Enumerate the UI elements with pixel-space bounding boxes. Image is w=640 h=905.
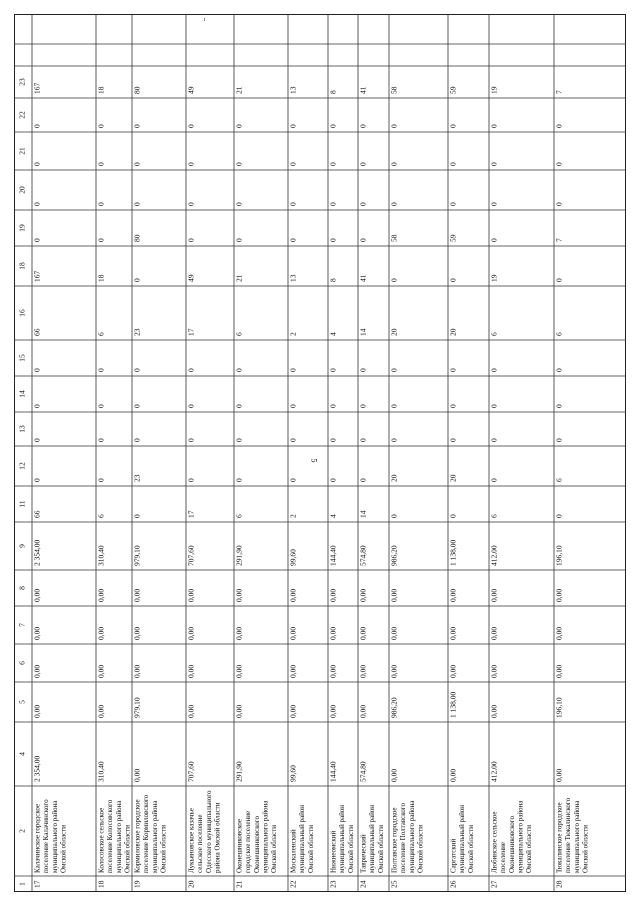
table-cell: 0,00: [554, 664, 564, 678]
column-header: 6: [17, 661, 27, 665]
table-cell: 0,00: [389, 768, 399, 782]
table-cell: 2: [288, 332, 298, 336]
table-cell: 0: [132, 368, 142, 372]
table-cell: 0: [132, 404, 142, 408]
table-cell: 0,00: [328, 626, 338, 640]
table-cell: 0,00: [32, 664, 42, 678]
table-cell: 0: [32, 238, 42, 242]
table-cell: 0: [358, 238, 368, 242]
column-header: 5: [17, 700, 27, 704]
column-header: 22: [17, 111, 27, 119]
table-cell: 14: [358, 510, 368, 518]
table-cell: 0: [358, 202, 368, 206]
table-cell: 0: [389, 368, 399, 372]
table-cell: 0,00: [96, 626, 106, 640]
table-cell: 0: [234, 202, 244, 206]
table-cell: 0: [288, 238, 298, 242]
table-cell: 0,00: [234, 664, 244, 678]
table-cell: 0: [389, 202, 399, 206]
territory-name-line: городское поселение: [244, 810, 253, 873]
table-cell: 2 354,00: [32, 539, 42, 566]
column-header: 9: [17, 544, 27, 548]
table-cell: 0,00: [489, 664, 499, 678]
table-cell: 18: [96, 86, 106, 94]
territory-name-line: муниципальный район: [338, 804, 347, 873]
table-cell: 0: [554, 438, 564, 442]
table-cell: 0,00: [186, 626, 196, 640]
table-cell: 0: [358, 404, 368, 408]
table-cell: 0: [448, 202, 458, 206]
table-cell: 41: [358, 274, 368, 282]
table-cell: 59: [448, 86, 458, 94]
table-cell: 196,10: [554, 545, 564, 566]
table-cell: 0: [132, 162, 142, 166]
table-cell: 0: [132, 514, 142, 518]
territory-name-line: Омской области: [376, 824, 385, 873]
column-header: 7: [17, 623, 27, 627]
table-cell: 6: [234, 514, 244, 518]
column-header: 12: [17, 462, 27, 470]
table-cell: 0: [96, 404, 106, 408]
table-cell: 0,00: [358, 626, 368, 640]
table-cell: 0: [554, 202, 564, 206]
table-cell: 0: [358, 438, 368, 442]
table-cell: 0: [554, 278, 564, 282]
table-cell: 17: [186, 510, 196, 518]
territory-name-line: Омской области: [270, 824, 279, 873]
table-cell: 0: [96, 162, 106, 166]
table-cell: 196,10: [554, 697, 564, 718]
table-cell: 0: [288, 162, 298, 166]
table-cell: 0,00: [358, 704, 368, 718]
table-cell: 0,00: [489, 588, 499, 602]
table-grid: [14, 14, 626, 892]
table-cell: 0,00: [389, 588, 399, 602]
table-cell: 0: [234, 238, 244, 242]
table-cell: 0: [132, 124, 142, 128]
table-cell: 0,00: [554, 588, 564, 602]
column-header: 15: [17, 354, 27, 362]
row-number: 20: [186, 880, 196, 888]
table-cell: 0: [328, 202, 338, 206]
table-cell: 0: [288, 478, 298, 482]
table-cell: 0,00: [358, 588, 368, 602]
column-header: 14: [17, 390, 27, 398]
table-cell: 13: [288, 274, 298, 282]
table-cell: 0: [186, 368, 196, 372]
table-cell: 0: [32, 162, 42, 166]
table-cell: 0: [186, 438, 196, 442]
table-cell: 986,20: [389, 545, 399, 566]
table-cell: 0,00: [489, 626, 499, 640]
column-header: 13: [17, 425, 27, 433]
table-cell: 0: [489, 438, 499, 442]
table-cell: 0: [328, 368, 338, 372]
table-cell: 0,00: [186, 664, 196, 678]
territory-name-line: муниципальный район: [458, 804, 467, 873]
table-cell: 986,20: [389, 697, 399, 718]
table-cell: 0,00: [489, 704, 499, 718]
table-cell: 0: [554, 368, 564, 372]
table-cell: 0: [489, 404, 499, 408]
table-cell: 0: [448, 124, 458, 128]
table-cell: 0,00: [448, 626, 458, 640]
table-cell: 0: [328, 124, 338, 128]
row-number: 23: [328, 880, 338, 888]
table-cell: 18: [96, 274, 106, 282]
table-cell: 20: [448, 474, 458, 482]
table-cell: 0,00: [234, 588, 244, 602]
table-cell: 167: [32, 270, 42, 282]
table-cell: 8: [328, 90, 338, 94]
table-cell: 6: [96, 332, 106, 336]
table-cell: 17: [186, 328, 196, 336]
table-cell: 7: [554, 90, 564, 94]
table-cell: 0: [328, 238, 338, 242]
table-cell: 0,00: [328, 704, 338, 718]
table-cell: 23: [132, 474, 142, 482]
table-cell: 0: [389, 124, 399, 128]
table-cell: 412,00: [489, 545, 499, 566]
table-cell: 0: [288, 404, 298, 408]
page-number: 5: [309, 458, 319, 463]
column-header: 21: [17, 147, 27, 155]
table-cell: 0: [288, 438, 298, 442]
table-cell: 6: [554, 478, 564, 482]
table-cell: 0,00: [132, 626, 142, 640]
table-cell: 6: [554, 332, 564, 336]
table-cell: 0: [132, 202, 142, 206]
table-cell: 0,00: [448, 588, 458, 602]
territory-name-line: поселение Полтавского: [399, 803, 408, 873]
table-cell: 0: [186, 478, 196, 482]
table-cell: 0,00: [389, 626, 399, 640]
table-cell: 1 138,00: [448, 691, 458, 718]
table-cell: 167: [32, 82, 42, 94]
table-cell: 49: [186, 274, 196, 282]
table-cell: 291,90: [234, 761, 244, 782]
table-cell: 0,00: [96, 704, 106, 718]
table-cell: 0: [32, 368, 42, 372]
row-number: 25: [389, 880, 399, 888]
table-cell: 0: [132, 278, 142, 282]
table-cell: 6: [489, 514, 499, 518]
table-cell: 574,80: [358, 545, 368, 566]
table-cell: 0: [554, 514, 564, 518]
territory-name-line: Колосовское сельское: [97, 807, 106, 873]
table-cell: 0,00: [288, 704, 298, 718]
table-cell: 574,80: [358, 761, 368, 782]
table-cell: 0: [234, 368, 244, 372]
table-cell: 0: [554, 162, 564, 166]
table-cell: 0: [489, 478, 499, 482]
table-cell: 0: [234, 404, 244, 408]
table-cell: 0: [32, 202, 42, 206]
table-cell: 0,00: [132, 768, 142, 782]
territory-name-line: Оконешниковское: [235, 819, 244, 873]
table-cell: 0,00: [389, 664, 399, 678]
table-cell: 0: [389, 278, 399, 282]
table-cell: 0,00: [96, 664, 106, 678]
territory-name-line: Омской области: [59, 824, 68, 873]
territory-name-line: Оконешниковского: [507, 816, 516, 873]
territory-name-line: поселение Кормиловского: [142, 794, 151, 873]
table-cell: 0: [234, 124, 244, 128]
table-frame: [15, 15, 626, 892]
table-cell: 0: [96, 238, 106, 242]
territory-name-line: поселение Тюкалинского: [564, 797, 573, 873]
table-cell: 0,00: [132, 664, 142, 678]
table-cell: 0: [96, 478, 106, 482]
table-cell: 0,00: [328, 664, 338, 678]
table-cell: 0,00: [186, 704, 196, 718]
territory-name-line: Оконешниковского: [252, 816, 261, 873]
column-header: 19: [17, 224, 27, 232]
territory-name-line: сельское поселение: [196, 814, 205, 873]
table-cell: 0,00: [96, 588, 106, 602]
table-cell: 144,40: [328, 761, 338, 782]
table-cell: 66: [32, 510, 42, 518]
table-cell: 0: [328, 438, 338, 442]
table-cell: 13: [288, 86, 298, 94]
table-cell: 0,00: [234, 626, 244, 640]
row-number: 24: [358, 880, 368, 888]
row-number: 19: [132, 880, 142, 888]
table-cell: 0: [132, 438, 142, 442]
table-cell: 4: [328, 514, 338, 518]
territory-name-line: района Омской области: [213, 802, 222, 873]
table-cell: 0: [489, 368, 499, 372]
table-cell: 21: [234, 86, 244, 94]
table-cell: 0,00: [32, 704, 42, 718]
territory-name-line: муниципального района: [114, 800, 123, 873]
table-cell: 0: [389, 438, 399, 442]
column-header: 8: [17, 586, 27, 590]
table-cell: 0,00: [186, 588, 196, 602]
table-cell: 0: [554, 404, 564, 408]
table-cell: 23: [132, 328, 142, 336]
territory-name-line: Саргатский: [449, 838, 458, 873]
table-cell: 0: [489, 202, 499, 206]
territory-name-line: муниципального района: [50, 800, 59, 873]
territory-name-line: муниципального района: [261, 800, 270, 873]
table-cell: 0,00: [32, 588, 42, 602]
table-cell: 58: [389, 234, 399, 242]
table-cell: 99,60: [288, 765, 298, 782]
table-cell: 49: [186, 86, 196, 94]
territory-name-line: муниципальный район: [368, 804, 377, 873]
table-cell: 7: [554, 238, 564, 242]
column-header: 18: [17, 262, 27, 270]
table-cell: 0: [489, 162, 499, 166]
table-cell: 58: [389, 86, 399, 94]
row-number: 21: [234, 880, 244, 888]
table-cell: 0: [288, 368, 298, 372]
table-cell: 310,40: [96, 761, 106, 782]
table-cell: 0: [186, 238, 196, 242]
table-cell: 19: [489, 274, 499, 282]
table-cell: 20: [389, 474, 399, 482]
row-number: 28: [554, 880, 564, 888]
table-cell: 0: [358, 368, 368, 372]
table-cell: 6: [234, 332, 244, 336]
table-cell: 0: [234, 438, 244, 442]
table-cell: 0: [448, 404, 458, 408]
territory-name-line: Полтавское городское: [390, 807, 399, 873]
table-cell: 412,00: [489, 761, 499, 782]
table-cell: 0: [448, 514, 458, 518]
table-cell: 0,00: [358, 664, 368, 678]
table-cell: 4: [328, 332, 338, 336]
territory-name-line: муниципального района: [516, 800, 525, 873]
table-cell: 19: [489, 86, 499, 94]
row-number: 26: [448, 880, 458, 888]
table-cell: 0: [448, 162, 458, 166]
table-cell: 0: [358, 478, 368, 482]
table-cell: 80: [132, 86, 142, 94]
column-header: 1: [17, 882, 27, 886]
table-cell: 0: [186, 124, 196, 128]
table-cell: 59: [448, 234, 458, 242]
table-cell: 0,00: [554, 768, 564, 782]
table-cell: 0: [32, 438, 42, 442]
table-cell: 0: [554, 124, 564, 128]
territory-name-line: Одесского муниципального: [204, 790, 213, 873]
column-header: 23: [17, 78, 27, 86]
table-cell: 0: [448, 438, 458, 442]
table-cell: 0,00: [448, 768, 458, 782]
territory-name-line: Омской области: [416, 824, 425, 873]
table-cell: 8: [328, 278, 338, 282]
table-cell: 0: [288, 202, 298, 206]
table-cell: 2 354,00: [32, 755, 42, 782]
row-number: 18: [96, 880, 106, 888]
table-cell: 0: [186, 202, 196, 206]
table-cell: 0: [489, 124, 499, 128]
column-header: 4: [17, 752, 27, 756]
row-number: 17: [32, 880, 42, 888]
table-cell: 0,00: [288, 588, 298, 602]
territory-name-line: муниципального района: [407, 800, 416, 873]
table-cell: 0: [389, 162, 399, 166]
table-cell: 0,00: [234, 704, 244, 718]
table-cell: 0,00: [288, 626, 298, 640]
column-header: 2: [17, 829, 27, 833]
table-cell: 0: [234, 478, 244, 482]
table-cell: 707,60: [186, 761, 196, 782]
territory-name-line: Омской области: [346, 824, 355, 873]
table-cell: 0,00: [554, 626, 564, 640]
territory-name-line: Омской области: [159, 824, 168, 873]
table-cell: 291,90: [234, 545, 244, 566]
table-cell: 0: [32, 478, 42, 482]
table-cell: 0: [328, 404, 338, 408]
territory-name-line: Нижнеомский: [329, 830, 338, 873]
table-cell: 2: [288, 514, 298, 518]
territory-name-line: Москаленский: [289, 829, 298, 873]
table-cell: 66: [32, 328, 42, 336]
table-cell: 0: [358, 162, 368, 166]
territory-name-line: Калачинское городское: [33, 803, 42, 873]
table-cell: 0: [96, 124, 106, 128]
table-cell: 0,00: [448, 664, 458, 678]
table-cell: 0: [234, 162, 244, 166]
table-cell: 6: [96, 514, 106, 518]
territory-name-line: Любинское сельское: [490, 811, 499, 873]
row-number: 22: [288, 880, 298, 888]
table-cell: 6: [489, 332, 499, 336]
table-cell: 1 138,00: [448, 539, 458, 566]
table-cell: 0: [96, 368, 106, 372]
table-cell: 0: [186, 162, 196, 166]
table-cell: 979,10: [132, 545, 142, 566]
territory-name-line: Омской области: [466, 824, 475, 873]
territory-name-line: поселение: [499, 842, 508, 873]
table-cell: 0,00: [32, 626, 42, 640]
table-cell: 0: [328, 162, 338, 166]
table-cell: 80: [132, 234, 142, 242]
table-cell: 0: [489, 238, 499, 242]
territory-name-line: поселение Колосовского: [106, 799, 115, 873]
territory-name-line: Таврический: [359, 834, 368, 873]
table-cell: 0: [32, 404, 42, 408]
table-cell: 21: [234, 274, 244, 282]
table-cell: 144,40: [328, 545, 338, 566]
table-cell: 0: [358, 124, 368, 128]
table-cell: 0: [389, 514, 399, 518]
table-cell: 979,10: [132, 697, 142, 718]
row-number: 27: [489, 880, 499, 888]
table-cell: 0: [96, 202, 106, 206]
table-cell: 0,00: [328, 588, 338, 602]
territory-name-line: муниципальный район: [298, 804, 307, 873]
table-cell: 707,60: [186, 545, 196, 566]
table-cell: 0: [288, 124, 298, 128]
table-cell: 20: [448, 328, 458, 336]
territory-name-line: Омской области: [123, 824, 132, 873]
column-header: 16: [17, 309, 27, 317]
table-cell: 99,60: [288, 549, 298, 566]
table-cell: 0: [448, 368, 458, 372]
table-cell: 0: [448, 278, 458, 282]
table-cell: 14: [358, 328, 368, 336]
territory-name-line: Омской области: [581, 824, 590, 873]
table-cell: 41: [358, 86, 368, 94]
table-cell: 0,00: [132, 588, 142, 602]
territory-name-line: Тюкалинское городское: [555, 802, 564, 873]
table-cell: 20: [389, 328, 399, 336]
territory-name-line: Омской области: [525, 824, 534, 873]
table-cell: 0: [328, 478, 338, 482]
column-header: 20: [17, 186, 27, 194]
territory-name-line: Кормиловское городское: [133, 799, 142, 873]
table-cell: 0: [389, 404, 399, 408]
territory-name-line: муниципального района: [150, 800, 159, 873]
territory-name-line: Лукьяновское казачье: [187, 808, 196, 873]
rotated-data-table: [14, 14, 626, 892]
column-header: 11: [17, 500, 27, 508]
territory-name-line: Омской области: [306, 824, 315, 873]
table-cell: 0: [32, 124, 42, 128]
territory-name-line: поселение Калачинского: [42, 799, 51, 873]
table-cell: 0: [96, 438, 106, 442]
territory-name-line: муниципального района: [572, 800, 581, 873]
table-cell: 0,00: [288, 664, 298, 678]
table-cell: 310,40: [96, 545, 106, 566]
table-cell: 0: [186, 404, 196, 408]
